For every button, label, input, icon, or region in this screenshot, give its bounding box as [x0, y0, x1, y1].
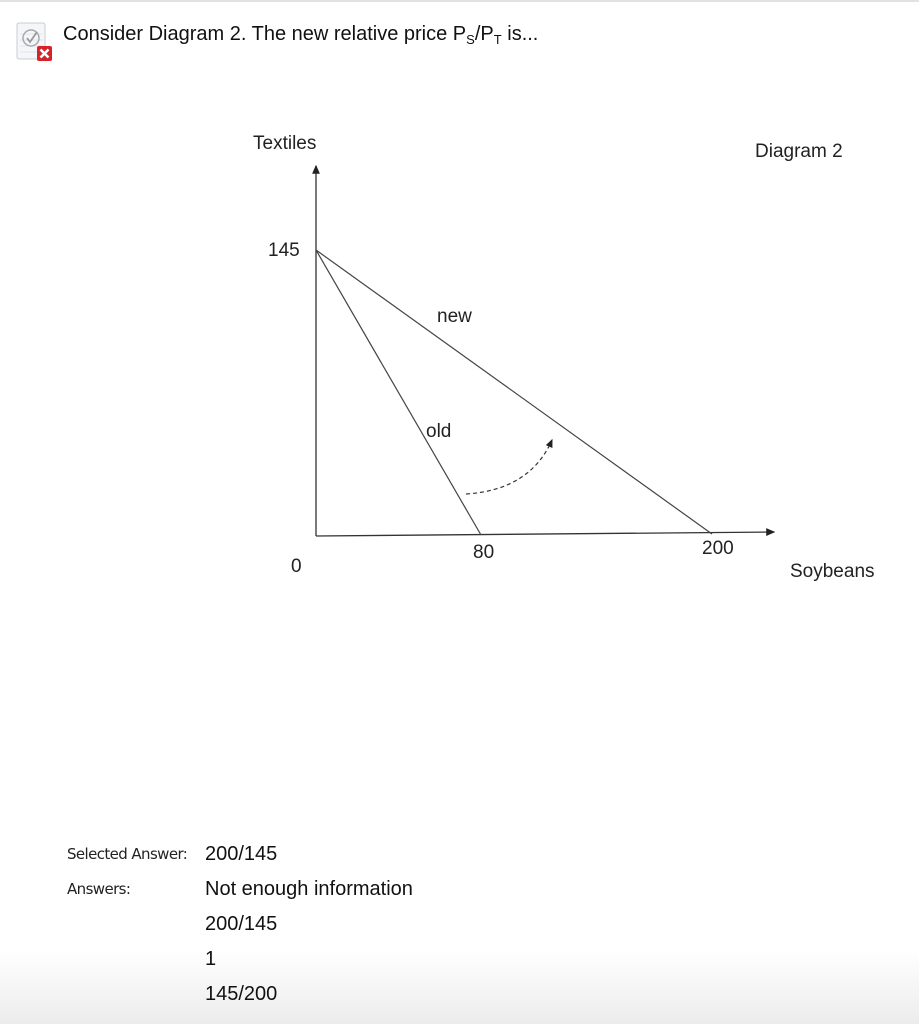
- old-line-label: old: [426, 421, 452, 442]
- answer-option: 145/200: [205, 983, 278, 1005]
- old-x-intercept-label: 80: [473, 542, 495, 563]
- answer-option: Not enough information: [205, 878, 413, 900]
- shift-arrow: [466, 440, 552, 494]
- new-x-intercept-label: 200: [702, 538, 734, 559]
- question-text: Consider Diagram 2. The new relative price $P_S/P_T$ is...: [63, 23, 539, 47]
- answers-label: Answers:: [67, 880, 131, 898]
- y-axis-label: Textiles: [253, 133, 317, 154]
- origin-label: 0: [291, 556, 302, 577]
- diagram-title: Diagram 2: [755, 141, 843, 162]
- x-axis-label: Soybeans: [790, 561, 875, 582]
- y-intercept-label: 145: [268, 240, 300, 261]
- selected-answer-value: 200/145: [205, 843, 278, 865]
- x-axis: [316, 532, 774, 536]
- new-line-label: new: [437, 306, 472, 327]
- answer-option: 200/145: [205, 913, 278, 935]
- selected-answer-label: Selected Answer:: [67, 845, 188, 863]
- new-budget-line: [316, 250, 712, 534]
- old-budget-line: [316, 250, 481, 535]
- bottom-fade: [0, 950, 919, 1024]
- answer-option: 1: [205, 948, 217, 970]
